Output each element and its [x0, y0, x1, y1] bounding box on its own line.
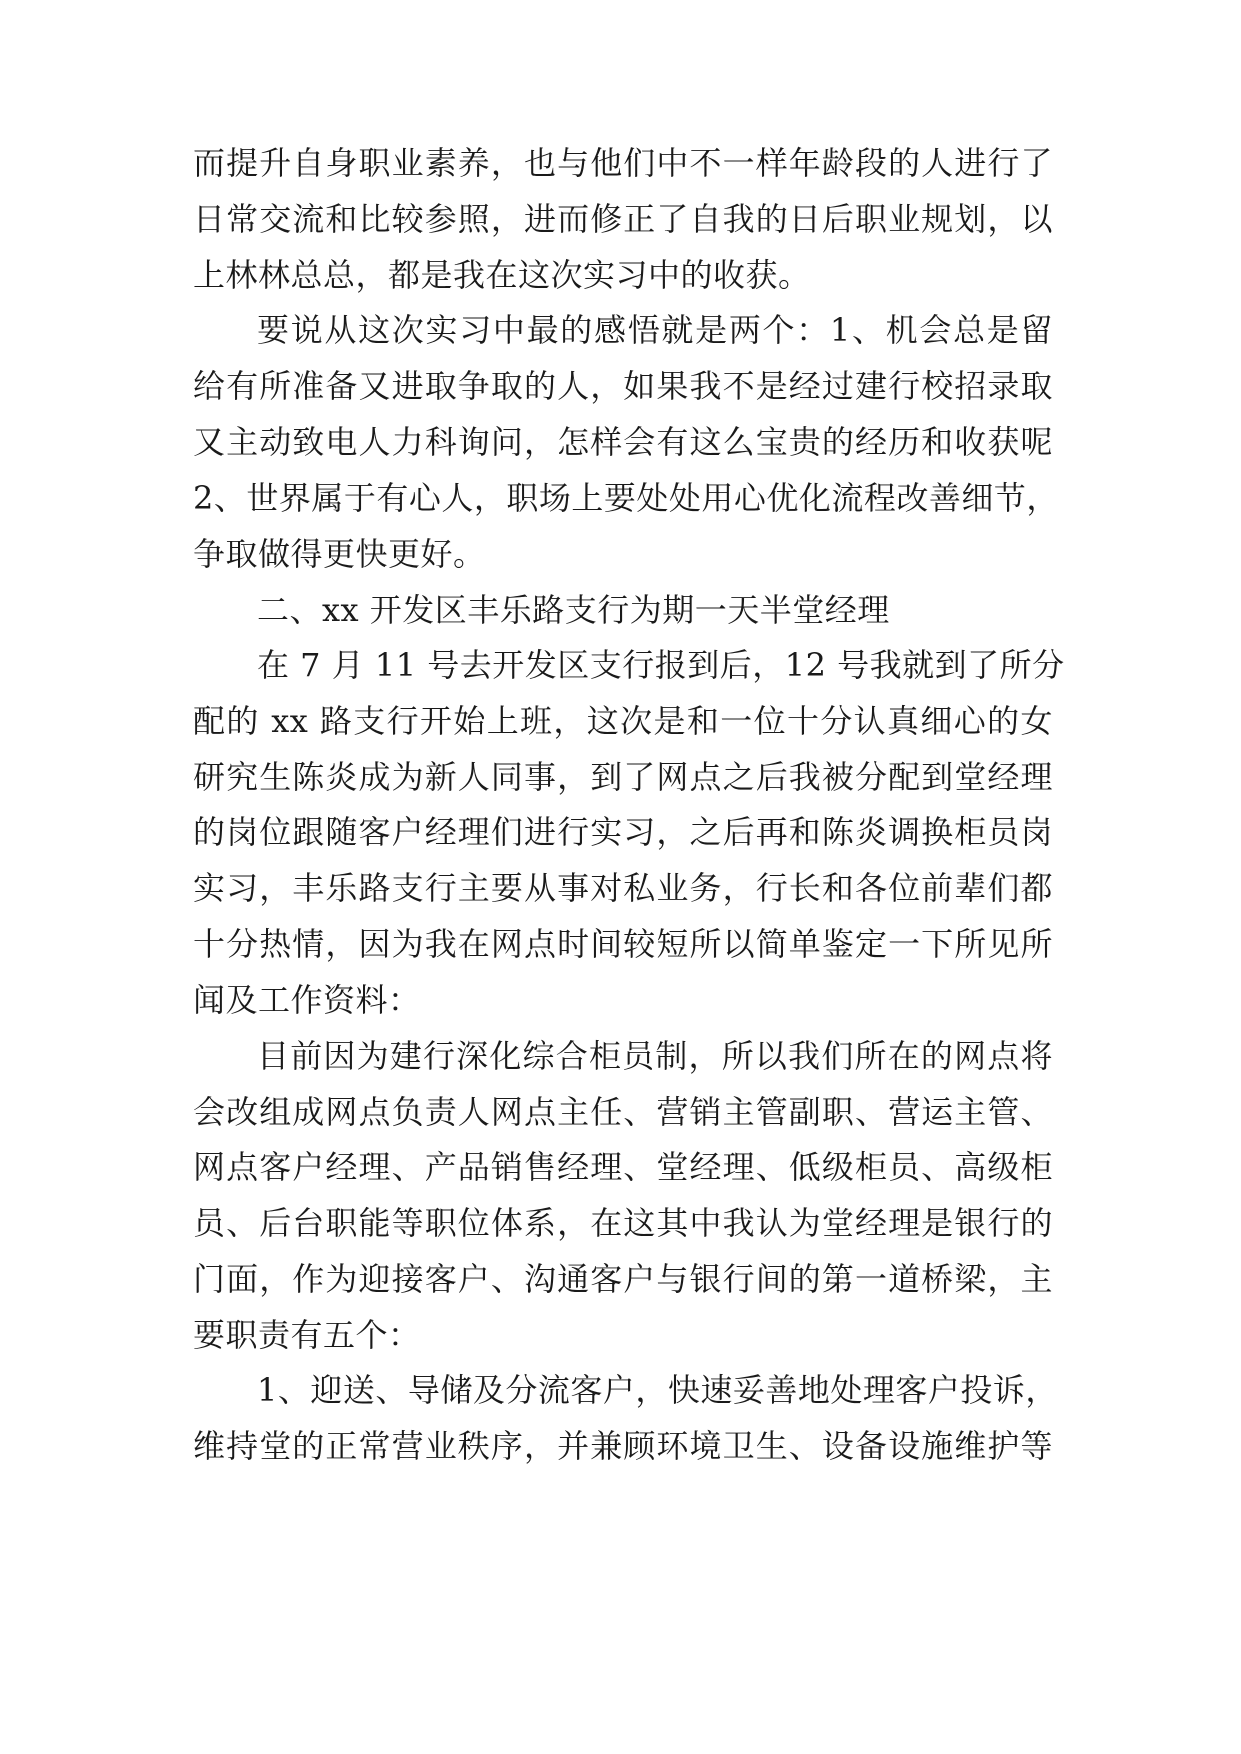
text-line: 闻及工作资料：	[193, 981, 421, 1019]
text-line: 目前因为建行深化综合柜员制，所以我们所在的网点将	[257, 1037, 1053, 1075]
text-line: 维持堂的正常营业秩序，并兼顾环境卫生、设备设施维护等	[193, 1427, 1053, 1465]
text-line: 研究生陈炎成为新人同事，到了网点之后我被分配到堂经理	[193, 758, 1053, 796]
text-line: 给有所准备又进取争取的人，如果我不是经过建行校招录取	[193, 367, 1053, 405]
text-line: 配的 xx 路支行开始上班，这次是和一位十分认真细心的女	[193, 702, 1053, 740]
text-line: 门面，作为迎接客户、沟通客户与银行间的第一道桥梁，主	[193, 1260, 1053, 1298]
text-line: 要说从这次实习中最的感悟就是两个：1、机会总是留	[257, 311, 1053, 349]
text-line: 在 7 月 11 号去开发区支行报到后，12 号我就到了所分	[257, 646, 1065, 684]
text-line: 十分热情，因为我在网点时间较短所以简单鉴定一下所见所	[193, 925, 1053, 963]
text-line: 的岗位跟随客户经理们进行实习，之后再和陈炎调换柜员岗	[193, 813, 1053, 851]
text-line: 员、后台职能等职位体系，在这其中我认为堂经理是银行的	[193, 1204, 1053, 1242]
text-line: 实习，丰乐路支行主要从事对私业务，行长和各位前辈们都	[193, 869, 1053, 907]
text-line: 日常交流和比较参照，进而修正了自我的日后职业规划，以	[193, 200, 1053, 238]
text-line: 1、迎送、导储及分流客户，快速妥善地处理客户投诉，	[257, 1371, 1058, 1409]
text-line: 会改组成网点负责人网点主任、营销主管副职、营运主管、	[193, 1093, 1053, 1131]
text-line: 又主动致电人力科询问，怎样会有这么宝贵的经历和收获呢	[193, 423, 1053, 461]
section-heading: 二、xx 开发区丰乐路支行为期一天半堂经理	[257, 591, 890, 629]
text-line: 争取做得更快更好。	[193, 535, 486, 573]
text-line: 而提升自身职业素养，也与他们中不一样年龄段的人进行了	[193, 144, 1053, 182]
text-line: 网点客户经理、产品销售经理、堂经理、低级柜员、高级柜	[193, 1148, 1053, 1186]
text-line: 上林林总总，都是我在这次实习中的收获。	[193, 256, 811, 294]
text-line: 2、世界属于有心人，职场上要处处用心优化流程改善细节，	[193, 479, 1059, 517]
text-line: 要职责有五个：	[193, 1316, 421, 1354]
